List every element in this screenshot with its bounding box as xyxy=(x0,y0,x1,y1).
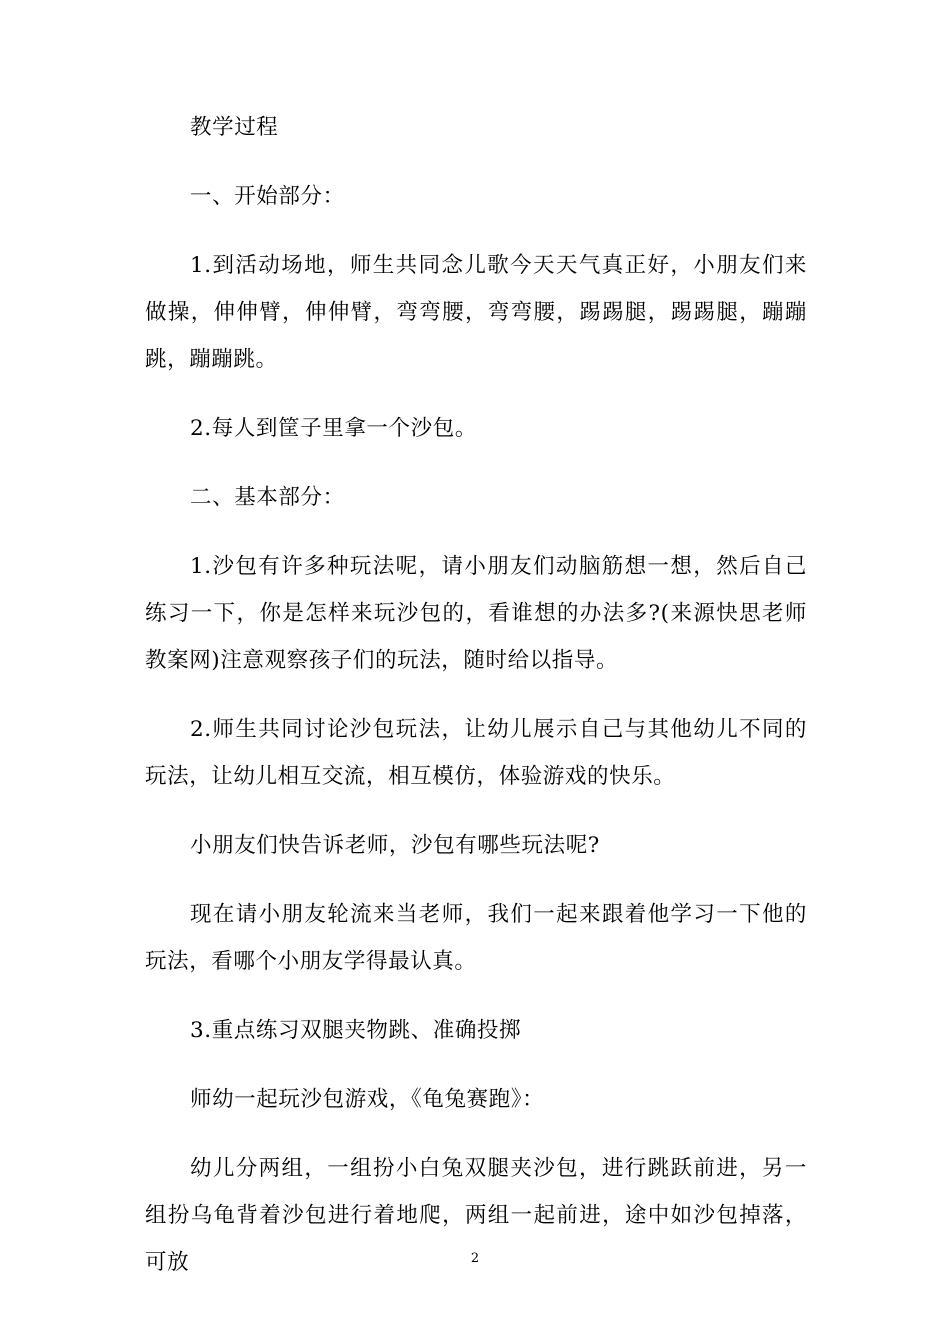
paragraph-explore-play: 1.沙包有许多种玩法呢，请小朋友们动脑筋想一想，然后自己练习一下，你是怎样来玩沙包的，看谁想的办法多?(来源快思老师教案网)注意观察孩子们的玩法，随时给以指导。 xyxy=(145,554,807,673)
paragraph-game-rules: 幼儿分两组，一组扮小白兔双腿夹沙包，进行跳跃前进，另一组扮乌龟背着沙包进行着地爬，两组一起前进，途中如沙包掉落，可放 xyxy=(145,1156,807,1275)
paragraph-question: 小朋友们快告诉老师，沙包有哪些玩法呢? xyxy=(190,833,600,858)
paragraph-game-title: 师幼一起玩沙包游戏，《龟兔赛跑》： xyxy=(190,1087,545,1112)
paragraph-focus-practice: 3.重点练习双腿夹物跳、准确投掷 xyxy=(190,1018,522,1043)
paragraph-warmup: 1.到活动场地，师生共同念儿歌今天天气真正好，小朋友们来做操，伸伸臂，伸伸臂，弯弯腰，弯弯腰，踢踢腿，踢踢腿，蹦蹦跳，蹦蹦跳。 xyxy=(145,253,807,372)
paragraph-take-turns: 现在请小朋友轮流来当老师，我们一起来跟着他学习一下他的玩法，看哪个小朋友学得最认真。 xyxy=(145,902,807,974)
page-number: 2 xyxy=(470,1251,480,1266)
section-heading-basic: 二、基本部分： xyxy=(190,485,345,510)
paragraph-discuss-play: 2.师生共同讨论沙包玩法，让幼儿展示自己与其他幼儿不同的玩法，让幼儿相互交流，相互模仿，体验游戏的快乐。 xyxy=(145,717,807,789)
section-heading-teaching-process: 教学过程 xyxy=(190,115,279,140)
document-body xyxy=(145,104,807,1286)
paragraph-get-sandbag: 2.每人到筐子里拿一个沙包。 xyxy=(190,416,477,441)
section-heading-opening: 一、开始部分： xyxy=(190,184,345,209)
